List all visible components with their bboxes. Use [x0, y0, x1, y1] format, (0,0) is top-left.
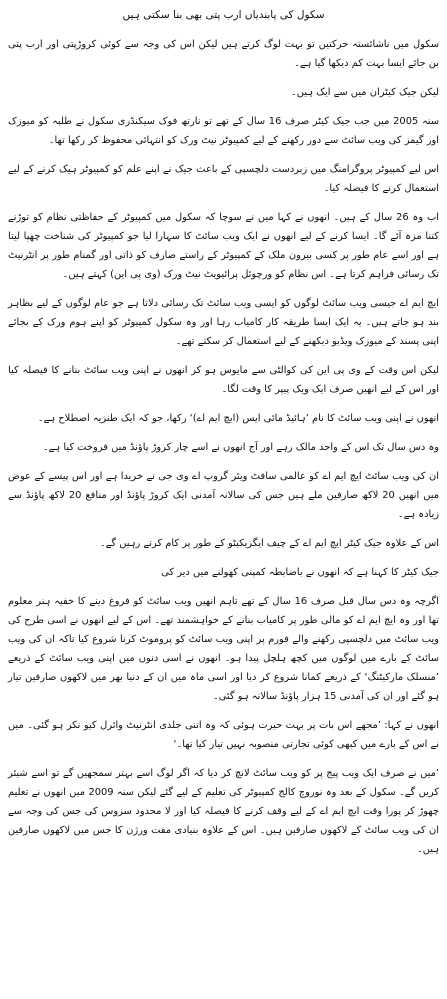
paragraph-7: لیکن اس وقت کے وی پی این کی کوالٹی سے مایوس ہو کر انھوں نے اپنی ویب سائٹ بنانے کا فیصلہ کیا اور اس کے لیے انھیں صرف ایک ویک پیپر کا وقت لگا۔ — [8, 365, 439, 395]
paragraph-11: اس کے علاوہ جیک کیٹر ایچ ایم اے کے چیف ایگزیکیٹو کے طور پر کام کرتے رہیں گے۔ — [99, 538, 439, 549]
paragraph-13: اگرچہ وہ دس سال قبل صرف 16 سال کے تھے تاہم انھیں ویب سائٹ کو فروغ دینے کا خفیہ ہنر معلوم تھا اور وہ ایچ ایم اے کو مالی طور پر کامیاب بنانے کے خواہشمند تھے۔ اس کے لیے انھوں نے اسی طرح کی ویب سائٹ میں دلچسپی رکھنے والے فورم پر اپنی ویب سائٹ کو پروموٹ کرنا شروع کیا تاکہ ان کی ویب سائٹ کے بارے میں لوگوں میں کچھ ہلچل پیدا ہو۔ انھوں نے اسی دنوں میں اپنی ویب سائٹ کے ذریعے ’منسلک مارکیٹنگ‘ کے ذریعے کمانا شروع کر دیا اور اسی ماہ میں ان کے دنیا بھر میں لاکھوں صارفین تیار ہو گئے اور ان کی آمدنی 15 ہزار پاؤنڈ سالانہ ہو گئی۔ — [8, 596, 439, 702]
paragraph-14: انھوں نے کہا: ’مجھے اس بات پر بہت حیرت ہوئی کہ وہ اتنی جلدی انٹرنیٹ وائرل کیو نکر ہو گئی۔ میں نے اس کے بارے میں کبھی کوئی تجارتی منصوبہ نہیں تیار کیا تھا۔‘ — [8, 720, 439, 750]
paragraph-6: ایچ ایم اے جیسی ویب سائٹ لوگوں کو ایسی ویب سائٹ تک رسائی دلاتا ہے جو عام لوگوں کے لیے بظاہر بند ہو جاتے ہیں۔ یہ ایک ایسا طریقہ کار کامیاب رہا اور وہ سکول کمپیوٹر کو اپنے ہوم ورک کے بجائے اپنی پسند کے میوزک ویڈیو دیکھنے کے لیے استعمال کر سکتے تھے۔ — [8, 298, 439, 347]
paragraph-8: انھوں نے اپنی ویب سائٹ کا نام ’ہائیڈ مائی ایس (ایچ ایم اے)‘ رکھا، جو کہ ایک طنزیہ اصطلاح ہے۔ — [37, 413, 439, 424]
paragraph-4: اس لیے کمپیوٹر پروگرامنگ میں زبردست دلچسپی کے باعث جیک نے اپنے علم کو کمپیوٹر ہیک کرنے کے لیے استعمال کرنے کا فیصلہ کیا۔ — [8, 164, 439, 194]
paragraph-10: ان کی ویب سائٹ ایچ ایم اے کو عالمی سافٹ ویئر گروپ اے وی جی نے خریدا ہے اور اس پیسے کے عوض میں انھیں 20 لاکھ صارفین ملے ہیں جس کی سالانہ آمدنی ایک کروڑ پاؤنڈ اور منافع 20 لاکھ پاؤنڈ سے زیادہ ہے۔ — [8, 471, 440, 520]
paragraph-15: ’میں نے صرف ایک ویب پیج پر کو ویب سائٹ لانچ کر دیا کہ اگر لوگ اسے بہتر سمجھیں گے تو اسے شیئر کریں گے۔ سکول کے بعد وہ نوروچ کالج کمپیوٹر کی تعلیم کے لیے گئے لیکن سنہ 2009 میں انھوں نے تعلیم چھوڑ کر پورا وقت ایچ ایم اے کے لیے وقف کرنے کا فیصلہ کیا اور لا محدود سروس کی جس کی وجہ سے ان کی ویب سائٹ کے لاکھوں صارفین ہیں۔ اس کے علاوہ بنیادی مفت ورژن کا جس میں لاکھوں صارفین ہیں۔ — [8, 768, 440, 855]
paragraph-2: لیکن جیک کیٹران میں سے ایک ہیں۔ — [290, 87, 439, 98]
paragraph-1: سکول میں ناشائستہ حرکتیں تو بہت لوگ کرتے ہیں لیکن اس کی وجہ سے کوئی کروڑپتی اور ارب پتی بن جائے ایسا بہت کم دیکھا گیا ہے۔ — [8, 39, 439, 69]
paragraph-5: اب وہ 26 سال کے ہیں۔ انھوں نے کہا میں نے سوچا کہ سکول میں کمپیوٹر کے حفاظتی نظام کو توڑنے کتنا مزہ آئے گا۔ ایسا کرنے کے لیے انھوں نے ایک ویب سائٹ کا سہارا لیا جو کمپیوٹر کی شناخت چھپا لیتا ہے اور اسے عام طور پر کسی بیرون ملک کے کمپیوٹر کے راستے صارف کو ذاتی اور گمنام طور پر انٹرنیٹ تک رسائی فراہم کرتا ہے۔ اس نظام کو ورچوئل پرائیویٹ نیٹ ورک (وی پی این) کہتے ہیں۔ — [8, 212, 440, 280]
article-title: سکول کی پابندیاں ارب پتی بھی بنا سکتی ہیں — [122, 9, 325, 21]
paragraph-3: سنہ 2005 میں جب جیک کیٹر صرف 16 سال کے تھے تو نارتھ فوک سیکنڈری سکول نے طلبہ کو میوزک اور گیمز کی ویب سائٹ سے دور رکھنے کے لیے کمپیوٹر نیٹ ورک کو انتہائی محفوظ کر رکھا تھا۔ — [8, 116, 439, 146]
paragraph-9: وہ دس سال تک اس کے واحد مالک رہے اور آج انھوں نے اسے چار کروڑ پاؤنڈ میں فروخت کیا ہے۔ — [42, 442, 439, 453]
paragraph-12: جیک کیٹر کا کہنا ہے کہ انھوں نے باضابطہ کمپنی کھولنے میں دیر کی — [161, 567, 439, 578]
